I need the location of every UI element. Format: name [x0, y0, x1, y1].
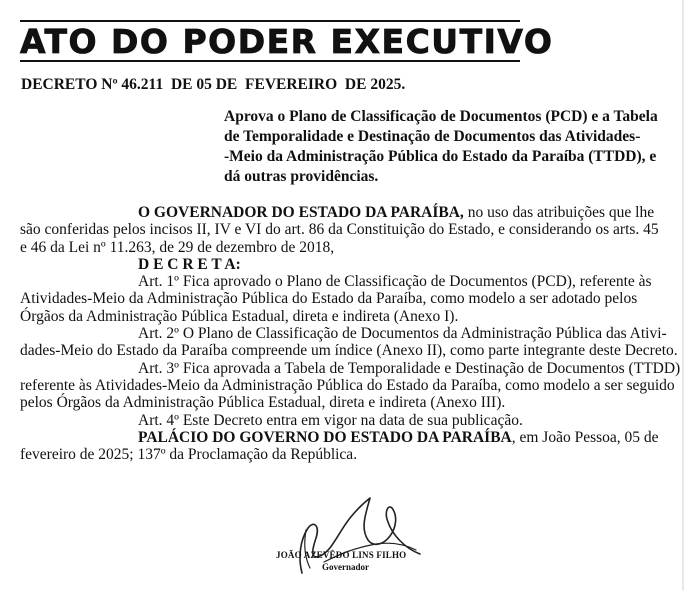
summary-line: Aprova o Plano de Classificação de Documentos (PCD) e a Tabela	[224, 108, 658, 125]
summary-line: de Temporalidade e Destinação de Documentos das Atividades-	[224, 128, 641, 145]
column-divider	[682, 0, 684, 591]
section-banner	[20, 20, 554, 62]
article-2-line: Art. 2º O Plano de Classificação de Documentos da Administração Pública das Ativi-	[138, 325, 667, 343]
signer-role: Governador	[322, 562, 369, 572]
article-2-line: dades-Meio do Estado da Paraíba compreende um índice (Anexo II), como parte integrante deste Decreto.	[20, 342, 678, 360]
decreta-heading: D E C R E T A:	[138, 255, 241, 273]
article-3-line: Art. 3º Fica aprovada a Tabela de Temporalidade e Destinação de Documentos (TTDD)	[138, 359, 681, 377]
article-3-line: referente às Atividades-Meio da Administração Pública do Estado da Paraíba, como modelo a ser seguido	[20, 376, 675, 394]
article-3-line: pelos Órgãos da Administração Pública Estadual, direta e indireta (Anexo III).	[20, 394, 506, 412]
palace-name: PALÁCIO DO GOVERNO DO ESTADO DA PARAÍBA	[138, 428, 512, 446]
preamble-line: e 46 da Lei nº 11.263, de 29 de dezembro de 2018,	[20, 238, 335, 256]
article-4-line: Art. 4º Este Decreto entra em vigor na data de sua publicação.	[138, 411, 523, 429]
preamble-text: no uso das atribuições que lhe	[463, 204, 655, 221]
closing-text: , em João Pessoa, 05 de	[511, 428, 659, 446]
preamble-line	[20, 204, 680, 221]
summary-line: -Meio da Administração Pública do Estado da Paraíba (TTDD), e	[224, 148, 657, 165]
article-1-line: Atividades-Meio da Administração Pública do Estado da Paraíba, como modelo a ser adotado pelos	[20, 290, 638, 308]
closing-line	[20, 429, 680, 446]
decree-summary	[224, 107, 682, 187]
decree-number: DECRETO Nº 46.211 DE 05 DE FEVEREIRO DE 2025.	[21, 76, 406, 93]
summary-line: dá outras providências.	[224, 168, 379, 185]
decree-body	[20, 204, 680, 463]
section-title: ATO DO PODER EXECUTIVO	[20, 22, 554, 61]
closing-line: fevereiro de 2025; 137º da Proclamação da República.	[20, 446, 358, 464]
preamble-line: são conferidas pelos incisos II, IV e VI do art. 86 da Constituição do Estado, e considerando os arts. 45	[20, 221, 659, 239]
article-1-line: Art. 1º Fica aprovado o Plano de Classificação de Documentos (PCD), referente às	[138, 273, 652, 291]
article-1-line: Órgãos da Administração Pública Estadual, direta e indireta (Anexo I).	[20, 307, 459, 325]
signer-name: JOÃO AZEVÊDO LINS FILHO	[276, 550, 407, 560]
governor-title: O GOVERNADOR DO ESTADO DA PARAÍBA,	[138, 204, 464, 221]
